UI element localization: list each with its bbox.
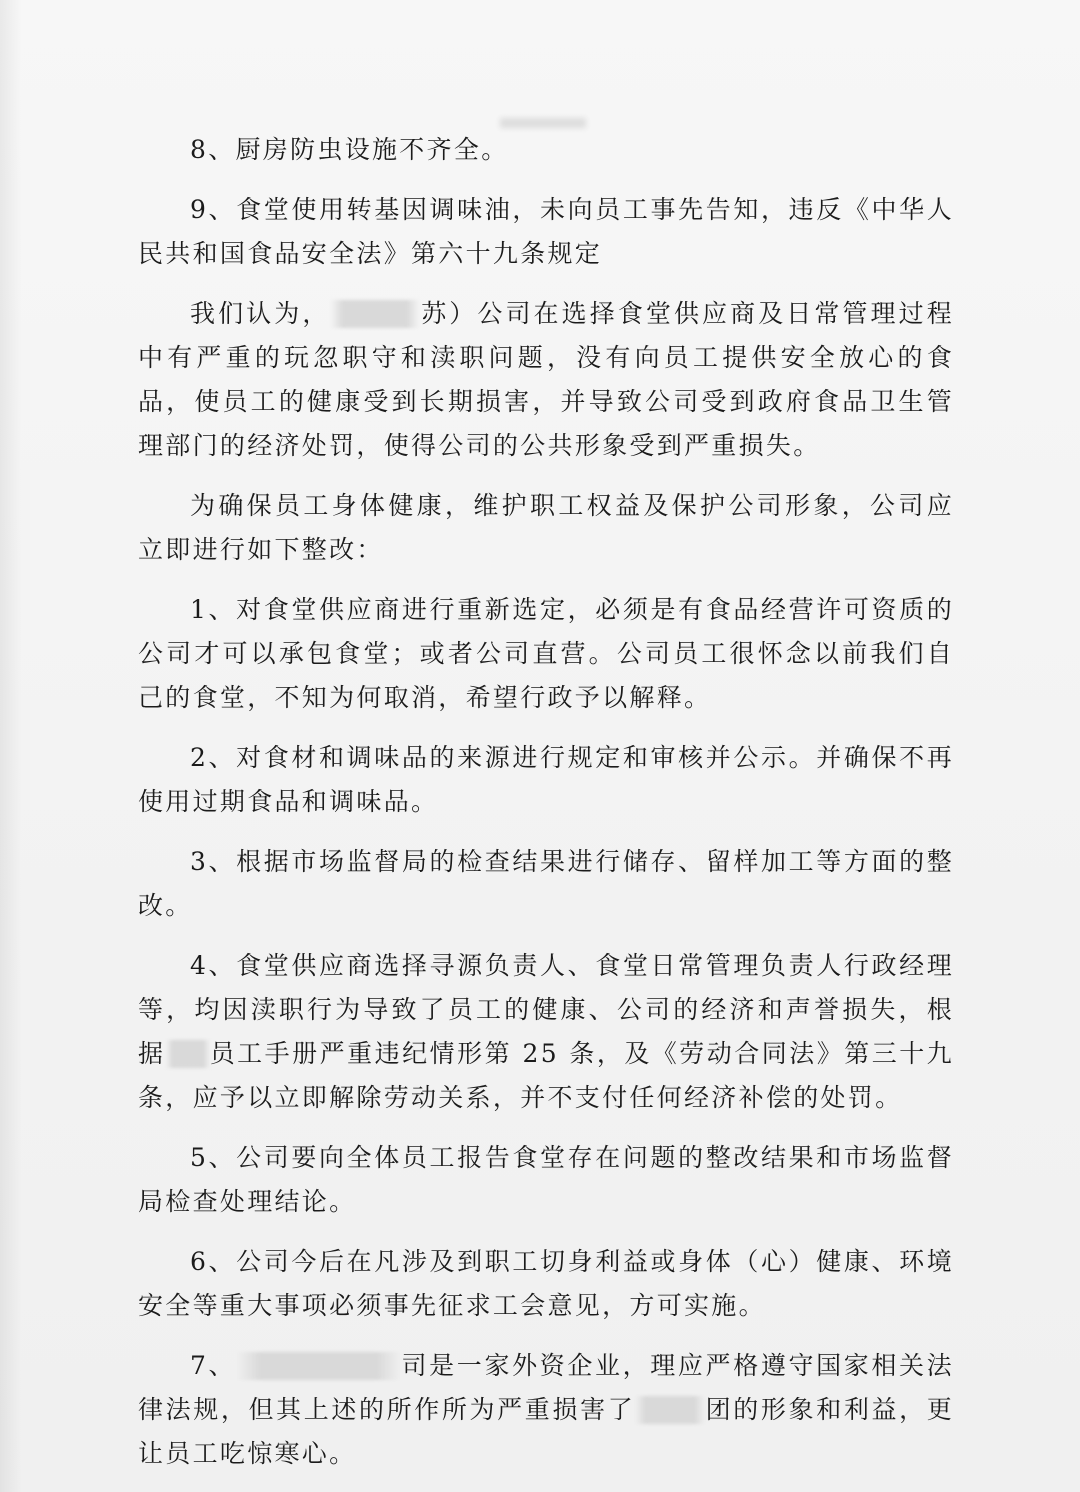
paragraph-r6 (138, 1240, 954, 1328)
paragraph-r5 (138, 1136, 954, 1224)
paragraph-text: 6、公司今后在凡涉及到职工切身利益或身体（心）健康、环境安全等重大事项必须事先征求工会意见，方可实施。 (138, 1247, 954, 1320)
paragraph-text: 5、公司要向全体员工报告食堂存在问题的整改结果和市场监督局检查处理结论。 (138, 1143, 954, 1216)
redacted-text (236, 1352, 401, 1380)
paragraph-r4 (138, 944, 954, 1120)
redacted-text (166, 1040, 210, 1068)
document-body (138, 128, 954, 1492)
paragraph-text: 1、对食堂供应商进行重新选定，必须是有食品经营许可资质的公司才可以承包食堂；或者公司直营。公司员工很怀念以前我们自己的食堂，不知为何取消，希望行政予以解释。 (138, 595, 954, 712)
paragraph-text: 7、 (190, 1351, 237, 1380)
paragraph-p-intro (138, 484, 954, 572)
paragraph-text: 8、厨房防虫设施不齐全。 (190, 135, 509, 164)
redacted-text (635, 1396, 705, 1424)
paragraph-text: 为确保员工身体健康，维护职工权益及保护公司形象，公司应立即进行如下整改： (138, 491, 954, 564)
redacted-text (330, 300, 420, 328)
redaction-smudge (500, 118, 586, 128)
paragraph-r3 (138, 840, 954, 928)
paragraph-text: 9、食堂使用转基因调味油，未向员工事先告知，违反《中华人民共和国食品安全法》第六十九条规定 (138, 195, 954, 268)
paragraph-r2 (138, 736, 954, 824)
paragraph-r1 (138, 588, 954, 720)
paragraph-p8 (138, 128, 954, 172)
paragraph-r7 (138, 1344, 954, 1476)
paragraph-text: 员工手册严重违纪情形第 25 条，及《劳动合同法》第三十九条，应予以立即解除劳动关系，并不支付任何经济补偿的处罚。 (138, 1039, 954, 1112)
paragraph-text: 我们认为， (190, 299, 331, 328)
paragraph-text: 3、根据市场监督局的检查结果进行储存、留样加工等方面的整改。 (138, 847, 954, 920)
paragraph-p9 (138, 188, 954, 276)
paragraph-p-opinion (138, 292, 954, 468)
paragraph-text: 司是一家外资企业，理应严格遵守国家相关法律法规，但其上述的所作所为严重损害了 (138, 1351, 954, 1424)
paragraph-text: 4、食堂供应商选择寻源负责人、食堂日常管理负责人行政经理等，均因渎职行为导致了员工的健康、公司的经济和声誉损失，根据 (138, 951, 954, 1068)
page-edge-shadow (0, 0, 22, 1492)
paragraph-text: 苏）公司在选择食堂供应商及日常管理过程中有严重的玩忽职守和渎职问题，没有向员工提供安全放心的食品，使员工的健康受到长期损害，并导致公司受到政府食品卫生管理部门的经济处罚，使得公司的公共形象受到严重损失。 (138, 299, 954, 460)
paragraph-text: 团的形象和利益，更让员工吃惊寒心。 (138, 1395, 955, 1468)
paragraph-text: 2、对食材和调味品的来源进行规定和审核并公示。并确保不再使用过期食品和调味品。 (138, 743, 954, 816)
